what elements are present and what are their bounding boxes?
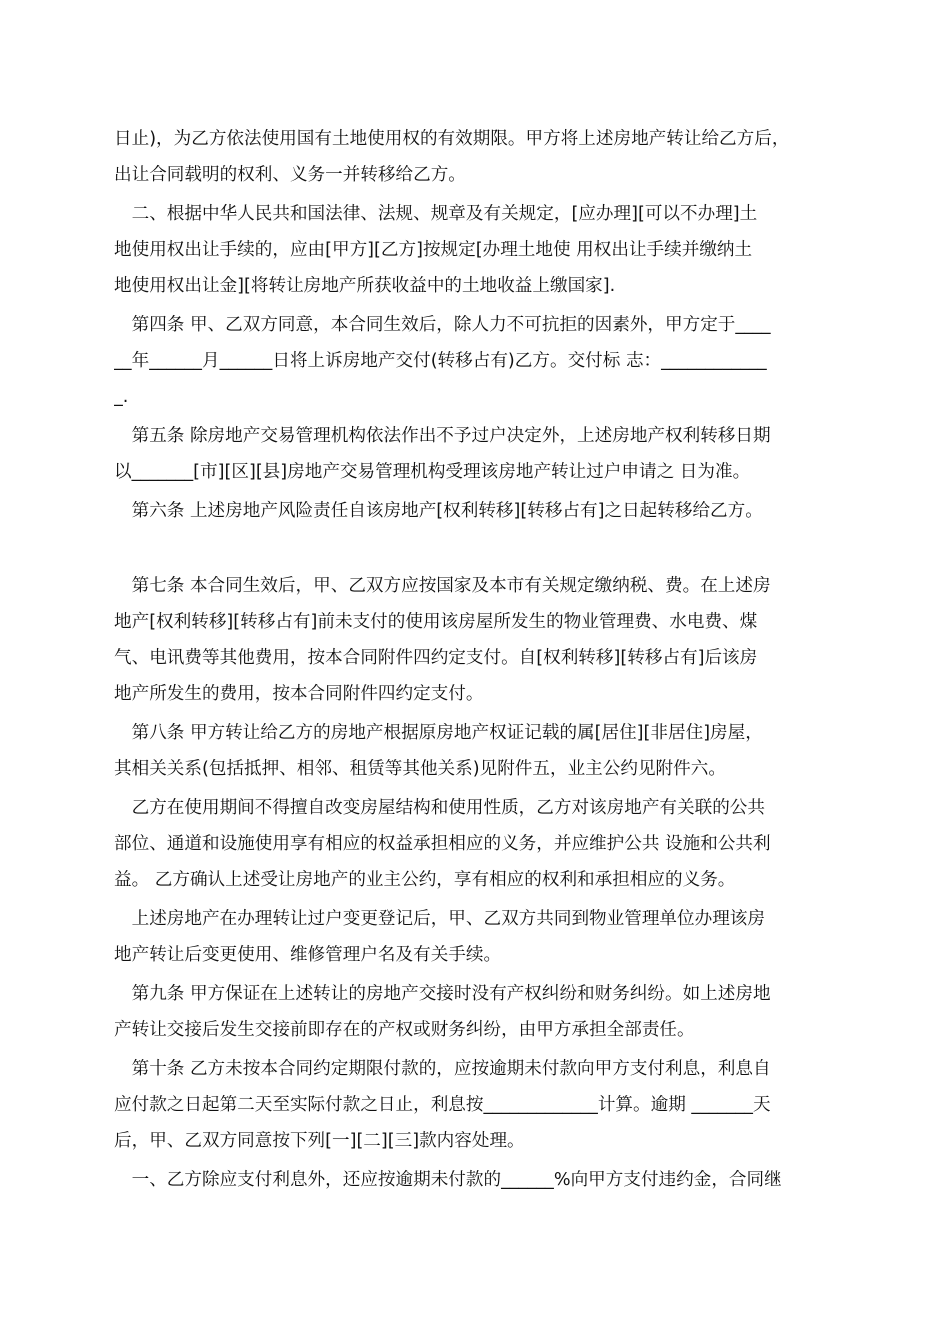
text-line: 第九条 甲方保证在上述转让的房地产交接时没有产权纠纷和财务纠纷。如上述房地 <box>114 984 771 1004</box>
text-line: 地产所发生的费用，按本合同附件四约定支付。 <box>114 684 484 704</box>
text-line: 二、根据中华人民共和国法律、法规、规章及有关规定，[应办理][可以不办理]土 <box>114 204 758 224</box>
text-line: __年______月______日将上诉房地产交付(转移占有)乙方。交付标 志：____________ <box>114 351 767 371</box>
text-line: 第六条 上述房地产风险责任自该房地产[权利转移][转移占有]之日起转移给乙方。 <box>114 501 763 521</box>
text-line: 第十条 乙方未按本合同约定期限付款的，应按逾期未付款向甲方支付利息，利息自 <box>114 1059 771 1079</box>
text-line: 地使用权出让金][将转让房地产所获收益中的土地收益上缴国家]. <box>114 276 616 296</box>
text-line: 出让合同载明的权利、义务一并转移给乙方。 <box>114 165 466 185</box>
text-line: _. <box>114 387 129 407</box>
text-line: 以_______[市][区][县]房地产交易管理机构受理该房地产转让过户申请之 日为准。 <box>114 462 751 482</box>
text-line: 第七条 本合同生效后，甲、乙双方应按国家及本市有关规定缴纳税、费。在上述房 <box>114 576 771 596</box>
text-line: 其相关关系(包括抵押、相邻、租赁等其他关系)见附件五，业主公约见附件六。 <box>114 759 726 779</box>
text-line: 上述房地产在办理转让过户变更登记后，甲、乙双方共同到物业管理单位办理该房 <box>114 909 765 929</box>
text-line: 益。 乙方确认上述受让房地产的业主公约，享有相应的权利和承担相应的义务。 <box>114 870 736 890</box>
text-line: 气、电讯费等其他费用，按本合同附件四约定支付。自[权利转移][转移占有]后该房 <box>114 648 758 668</box>
text-line: 第八条 甲方转让给乙方的房地产根据原房地产权证记载的属[居住][非居住]房屋， <box>114 723 763 743</box>
text-line: 日止)，为乙方依法使用国有土地使用权的有效期限。甲方将上述房地产转让给乙方后， <box>114 129 790 149</box>
text-line: 乙方在使用期间不得擅自改变房屋结构和使用性质，乙方对该房地产有关联的公共 <box>114 798 765 818</box>
text-line: 地产转让后变更使用、维修管理户名及有关手续。 <box>114 945 502 965</box>
text-line: 一、乙方除应支付利息外，还应按逾期未付款的______%向甲方支付违约金，合同继 <box>114 1170 782 1190</box>
text-line: 应付款之日起第二天至实际付款之日止，利息按_____________计算。逾期 _______天 <box>114 1095 771 1115</box>
text-line: 地使用权出让手续的，应由[甲方][乙方]按规定[办理土地使 用权出让手续并缴纳土 <box>114 240 753 260</box>
text-line: 地产[权利转移][转移占有]前未支付的使用该房屋所发生的物业管理费、水电费、煤 <box>114 612 758 632</box>
text-line: 第五条 除房地产交易管理机构依法作出不予过户决定外，上述房地产权利转移日期 <box>114 426 771 446</box>
text-line: 部位、通道和设施使用享有相应的权益承担相应的义务，并应维护公共 设施和公共利 <box>114 834 771 854</box>
text-line: 第四条 甲、乙双方同意，本合同生效后，除人力不可抗拒的因素外，甲方定于____ <box>114 315 771 335</box>
text-line: 后，甲、乙双方同意按下列[一][二][三]款内容处理。 <box>114 1131 525 1151</box>
text-line: 产转让交接后发生交接前即存在的产权或财务纠纷，由甲方承担全部责任。 <box>114 1020 695 1040</box>
